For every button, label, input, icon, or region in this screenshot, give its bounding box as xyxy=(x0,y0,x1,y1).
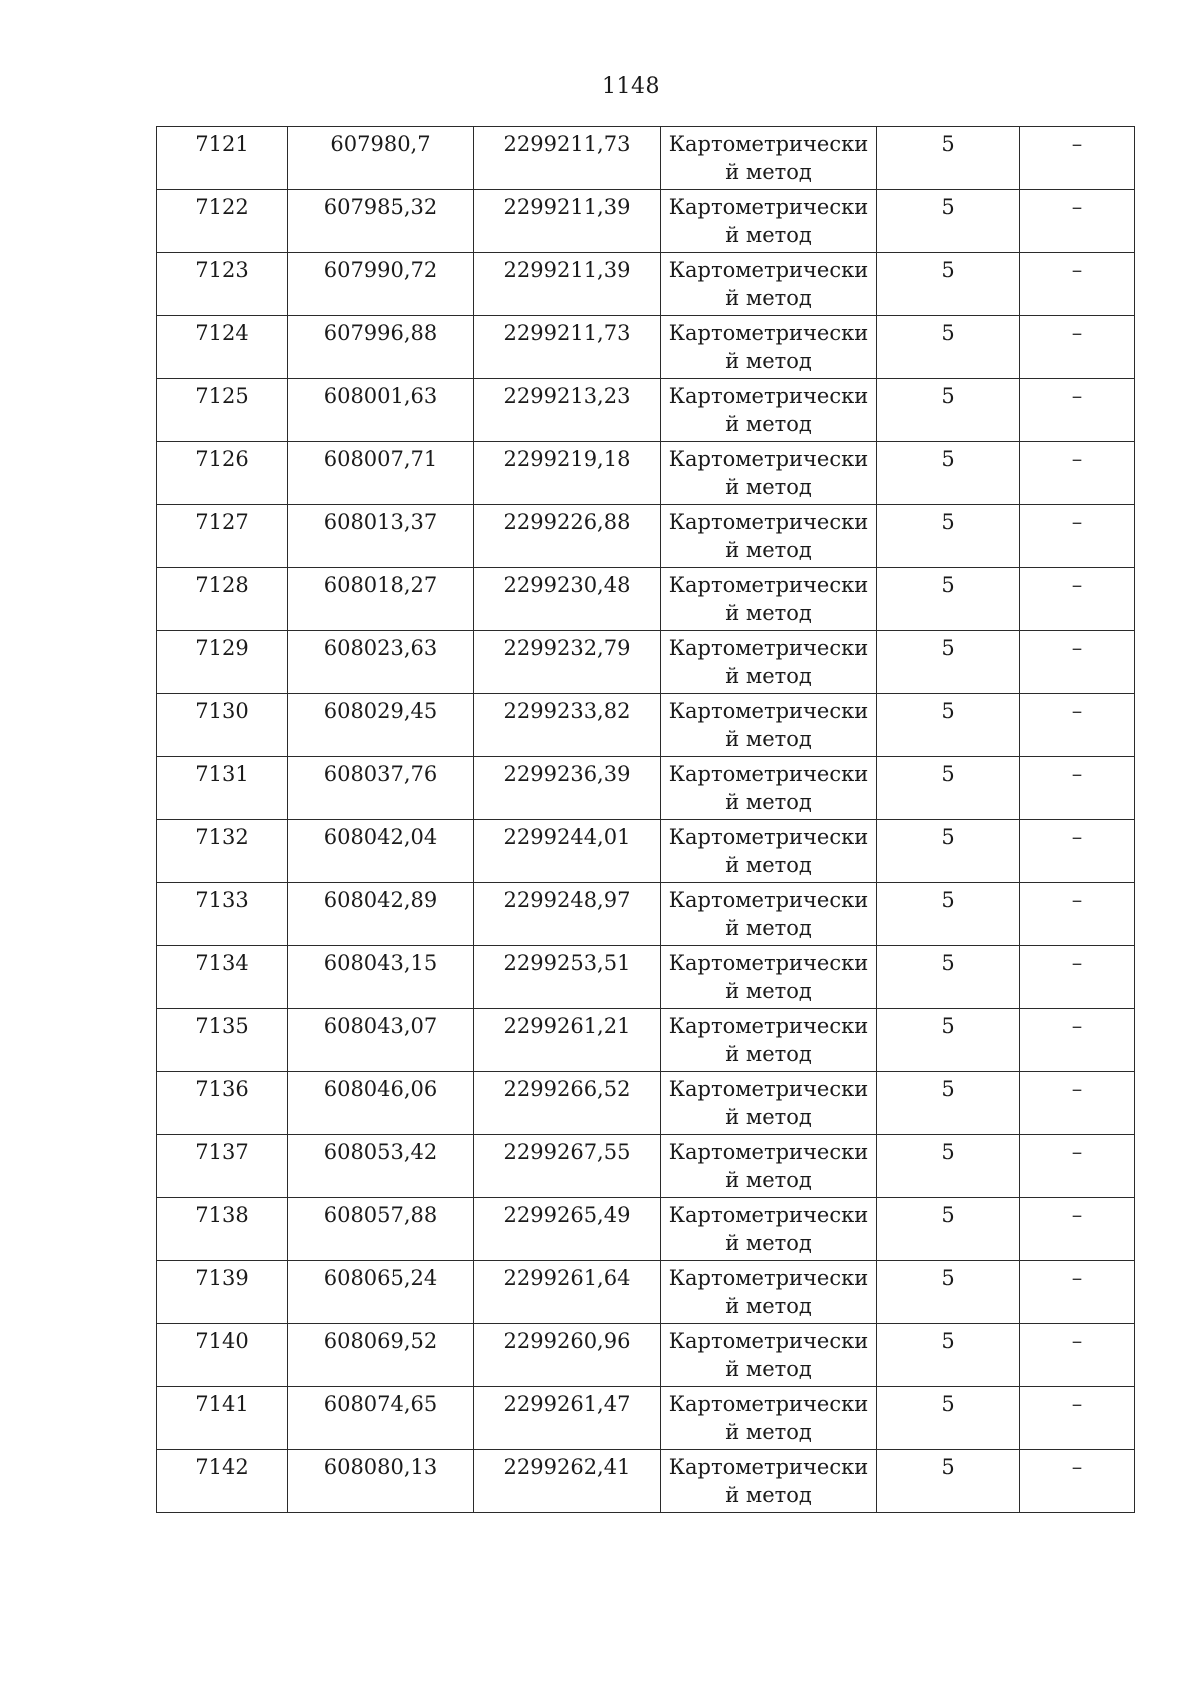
accuracy-cell: 5 xyxy=(877,1198,1020,1261)
point-id-cell: 7125 xyxy=(157,379,288,442)
note-cell: – xyxy=(1020,127,1135,190)
point-id-cell: 7131 xyxy=(157,757,288,820)
x-coordinate-cell: 607996,88 xyxy=(288,316,474,379)
method-line-2: й метод xyxy=(725,1105,812,1129)
y-coordinate-cell: 2299262,41 xyxy=(474,1450,661,1513)
table-row xyxy=(157,190,1135,253)
x-coordinate-cell: 608001,63 xyxy=(288,379,474,442)
point-id-cell: 7123 xyxy=(157,253,288,316)
y-coordinate-cell: 2299213,23 xyxy=(474,379,661,442)
method-line-2: й метод xyxy=(725,475,812,499)
note-cell: – xyxy=(1020,820,1135,883)
method-line-1: Картометрически xyxy=(668,699,869,723)
x-coordinate-cell: 607985,32 xyxy=(288,190,474,253)
table-row xyxy=(157,1198,1135,1261)
accuracy-cell: 5 xyxy=(877,127,1020,190)
x-coordinate-cell: 608023,63 xyxy=(288,631,474,694)
method-cell xyxy=(661,190,877,253)
method-line-1: Картометрически xyxy=(668,1203,869,1227)
method-line-2: й метод xyxy=(725,223,812,247)
x-coordinate-cell: 608042,04 xyxy=(288,820,474,883)
method-line-1: Картометрически xyxy=(668,510,869,534)
method-line-2: й метод xyxy=(725,1357,812,1381)
method-cell xyxy=(661,127,877,190)
method-line-2: й метод xyxy=(725,790,812,814)
y-coordinate-cell: 2299226,88 xyxy=(474,505,661,568)
x-coordinate-cell: 608046,06 xyxy=(288,1072,474,1135)
method-cell xyxy=(661,820,877,883)
note-cell: – xyxy=(1020,568,1135,631)
y-coordinate-cell: 2299244,01 xyxy=(474,820,661,883)
accuracy-cell: 5 xyxy=(877,379,1020,442)
x-coordinate-cell: 608074,65 xyxy=(288,1387,474,1450)
note-cell: – xyxy=(1020,1135,1135,1198)
y-coordinate-cell: 2299233,82 xyxy=(474,694,661,757)
point-id-cell: 7139 xyxy=(157,1261,288,1324)
method-line-1: Картометрически xyxy=(668,1329,869,1353)
table-row xyxy=(157,442,1135,505)
point-id-cell: 7127 xyxy=(157,505,288,568)
point-id-cell: 7126 xyxy=(157,442,288,505)
table-row xyxy=(157,1450,1135,1513)
accuracy-cell: 5 xyxy=(877,190,1020,253)
method-line-2: й метод xyxy=(725,1042,812,1066)
point-id-cell: 7122 xyxy=(157,190,288,253)
method-cell xyxy=(661,631,877,694)
method-line-1: Картометрически xyxy=(668,1140,869,1164)
y-coordinate-cell: 2299265,49 xyxy=(474,1198,661,1261)
note-cell: – xyxy=(1020,1324,1135,1387)
point-id-cell: 7128 xyxy=(157,568,288,631)
note-cell: – xyxy=(1020,1261,1135,1324)
method-line-1: Картометрически xyxy=(668,1014,869,1038)
method-line-2: й метод xyxy=(725,538,812,562)
method-line-1: Картометрически xyxy=(668,132,869,156)
point-id-cell: 7132 xyxy=(157,820,288,883)
accuracy-cell: 5 xyxy=(877,757,1020,820)
point-id-cell: 7129 xyxy=(157,631,288,694)
point-id-cell: 7133 xyxy=(157,883,288,946)
accuracy-cell: 5 xyxy=(877,568,1020,631)
accuracy-cell: 5 xyxy=(877,442,1020,505)
method-cell xyxy=(661,379,877,442)
method-line-1: Картометрически xyxy=(668,321,869,345)
method-line-2: й метод xyxy=(725,979,812,1003)
x-coordinate-cell: 608080,13 xyxy=(288,1450,474,1513)
y-coordinate-cell: 2299211,39 xyxy=(474,253,661,316)
x-coordinate-cell: 608053,42 xyxy=(288,1135,474,1198)
table-row xyxy=(157,1324,1135,1387)
method-cell xyxy=(661,757,877,820)
method-cell xyxy=(661,694,877,757)
table-row xyxy=(157,1072,1135,1135)
accuracy-cell: 5 xyxy=(877,946,1020,1009)
method-line-2: й метод xyxy=(725,601,812,625)
method-line-1: Картометрически xyxy=(668,1077,869,1101)
note-cell: – xyxy=(1020,757,1135,820)
table-row xyxy=(157,505,1135,568)
point-id-cell: 7135 xyxy=(157,1009,288,1072)
note-cell: – xyxy=(1020,1387,1135,1450)
method-line-2: й метод xyxy=(725,1231,812,1255)
x-coordinate-cell: 608057,88 xyxy=(288,1198,474,1261)
point-id-cell: 7138 xyxy=(157,1198,288,1261)
method-line-2: й метод xyxy=(725,1294,812,1318)
method-cell xyxy=(661,1198,877,1261)
method-cell xyxy=(661,1450,877,1513)
table-row xyxy=(157,1009,1135,1072)
method-line-2: й метод xyxy=(725,916,812,940)
y-coordinate-cell: 2299219,18 xyxy=(474,442,661,505)
method-line-1: Картометрически xyxy=(668,384,869,408)
y-coordinate-cell: 2299211,73 xyxy=(474,316,661,379)
point-id-cell: 7130 xyxy=(157,694,288,757)
method-cell xyxy=(661,1009,877,1072)
note-cell: – xyxy=(1020,1450,1135,1513)
y-coordinate-cell: 2299261,64 xyxy=(474,1261,661,1324)
method-line-2: й метод xyxy=(725,664,812,688)
point-id-cell: 7136 xyxy=(157,1072,288,1135)
x-coordinate-cell: 608037,76 xyxy=(288,757,474,820)
accuracy-cell: 5 xyxy=(877,316,1020,379)
method-line-1: Картометрически xyxy=(668,636,869,660)
x-coordinate-cell: 608029,45 xyxy=(288,694,474,757)
table-row xyxy=(157,1387,1135,1450)
accuracy-cell: 5 xyxy=(877,1450,1020,1513)
y-coordinate-cell: 2299230,48 xyxy=(474,568,661,631)
y-coordinate-cell: 2299267,55 xyxy=(474,1135,661,1198)
method-cell xyxy=(661,442,877,505)
table-row xyxy=(157,253,1135,316)
y-coordinate-cell: 2299261,21 xyxy=(474,1009,661,1072)
x-coordinate-cell: 608043,07 xyxy=(288,1009,474,1072)
method-line-1: Картометрически xyxy=(668,825,869,849)
note-cell: – xyxy=(1020,316,1135,379)
method-line-2: й метод xyxy=(725,412,812,436)
point-id-cell: 7134 xyxy=(157,946,288,1009)
table-row xyxy=(157,568,1135,631)
accuracy-cell: 5 xyxy=(877,1387,1020,1450)
note-cell: – xyxy=(1020,190,1135,253)
x-coordinate-cell: 608013,37 xyxy=(288,505,474,568)
method-cell xyxy=(661,1261,877,1324)
method-cell xyxy=(661,1387,877,1450)
point-id-cell: 7124 xyxy=(157,316,288,379)
table-row xyxy=(157,379,1135,442)
method-line-1: Картометрически xyxy=(668,1392,869,1416)
x-coordinate-cell: 607990,72 xyxy=(288,253,474,316)
method-line-1: Картометрически xyxy=(668,1455,869,1479)
page-number: 1148 xyxy=(602,74,660,99)
y-coordinate-cell: 2299211,39 xyxy=(474,190,661,253)
method-line-2: й метод xyxy=(725,1420,812,1444)
point-id-cell: 7121 xyxy=(157,127,288,190)
point-id-cell: 7137 xyxy=(157,1135,288,1198)
y-coordinate-cell: 2299236,39 xyxy=(474,757,661,820)
x-coordinate-cell: 608043,15 xyxy=(288,946,474,1009)
y-coordinate-cell: 2299232,79 xyxy=(474,631,661,694)
table-row xyxy=(157,631,1135,694)
method-line-1: Картометрически xyxy=(668,762,869,786)
note-cell: – xyxy=(1020,505,1135,568)
method-line-2: й метод xyxy=(725,1168,812,1192)
method-line-2: й метод xyxy=(725,727,812,751)
method-line-2: й метод xyxy=(725,349,812,373)
method-cell xyxy=(661,568,877,631)
method-cell xyxy=(661,316,877,379)
note-cell: – xyxy=(1020,442,1135,505)
point-id-cell: 7141 xyxy=(157,1387,288,1450)
accuracy-cell: 5 xyxy=(877,1324,1020,1387)
y-coordinate-cell: 2299253,51 xyxy=(474,946,661,1009)
accuracy-cell: 5 xyxy=(877,1135,1020,1198)
method-line-1: Картометрически xyxy=(668,258,869,282)
accuracy-cell: 5 xyxy=(877,631,1020,694)
x-coordinate-cell: 607980,7 xyxy=(288,127,474,190)
accuracy-cell: 5 xyxy=(877,505,1020,568)
method-cell xyxy=(661,883,877,946)
method-line-2: й метод xyxy=(725,286,812,310)
x-coordinate-cell: 608007,71 xyxy=(288,442,474,505)
note-cell: – xyxy=(1020,253,1135,316)
table-row xyxy=(157,883,1135,946)
method-cell xyxy=(661,1135,877,1198)
method-line-1: Картометрически xyxy=(668,195,869,219)
accuracy-cell: 5 xyxy=(877,694,1020,757)
method-line-1: Картометрически xyxy=(668,447,869,471)
table-row xyxy=(157,316,1135,379)
accuracy-cell: 5 xyxy=(877,883,1020,946)
x-coordinate-cell: 608065,24 xyxy=(288,1261,474,1324)
accuracy-cell: 5 xyxy=(877,1072,1020,1135)
method-line-1: Картометрически xyxy=(668,951,869,975)
method-line-1: Картометрически xyxy=(668,573,869,597)
y-coordinate-cell: 2299211,73 xyxy=(474,127,661,190)
table-row xyxy=(157,820,1135,883)
point-id-cell: 7142 xyxy=(157,1450,288,1513)
x-coordinate-cell: 608069,52 xyxy=(288,1324,474,1387)
table-row xyxy=(157,127,1135,190)
note-cell: – xyxy=(1020,694,1135,757)
method-cell xyxy=(661,505,877,568)
table-row xyxy=(157,946,1135,1009)
method-cell xyxy=(661,946,877,1009)
accuracy-cell: 5 xyxy=(877,820,1020,883)
method-cell xyxy=(661,1324,877,1387)
y-coordinate-cell: 2299248,97 xyxy=(474,883,661,946)
point-id-cell: 7140 xyxy=(157,1324,288,1387)
method-line-1: Картометрически xyxy=(668,1266,869,1290)
y-coordinate-cell: 2299260,96 xyxy=(474,1324,661,1387)
x-coordinate-cell: 608042,89 xyxy=(288,883,474,946)
accuracy-cell: 5 xyxy=(877,253,1020,316)
accuracy-cell: 5 xyxy=(877,1009,1020,1072)
table-row xyxy=(157,1135,1135,1198)
table-row xyxy=(157,1261,1135,1324)
y-coordinate-cell: 2299261,47 xyxy=(474,1387,661,1450)
table-row xyxy=(157,694,1135,757)
accuracy-cell: 5 xyxy=(877,1261,1020,1324)
note-cell: – xyxy=(1020,1072,1135,1135)
x-coordinate-cell: 608018,27 xyxy=(288,568,474,631)
method-cell xyxy=(661,1072,877,1135)
note-cell: – xyxy=(1020,631,1135,694)
note-cell: – xyxy=(1020,883,1135,946)
note-cell: – xyxy=(1020,379,1135,442)
coordinates-table-body xyxy=(157,127,1135,1513)
method-line-1: Картометрически xyxy=(668,888,869,912)
note-cell: – xyxy=(1020,946,1135,1009)
y-coordinate-cell: 2299266,52 xyxy=(474,1072,661,1135)
table-row xyxy=(157,757,1135,820)
note-cell: – xyxy=(1020,1198,1135,1261)
method-line-2: й метод xyxy=(725,1483,812,1507)
coordinates-table xyxy=(156,126,1135,1513)
method-line-2: й метод xyxy=(725,160,812,184)
note-cell: – xyxy=(1020,1009,1135,1072)
method-cell xyxy=(661,253,877,316)
method-line-2: й метод xyxy=(725,853,812,877)
